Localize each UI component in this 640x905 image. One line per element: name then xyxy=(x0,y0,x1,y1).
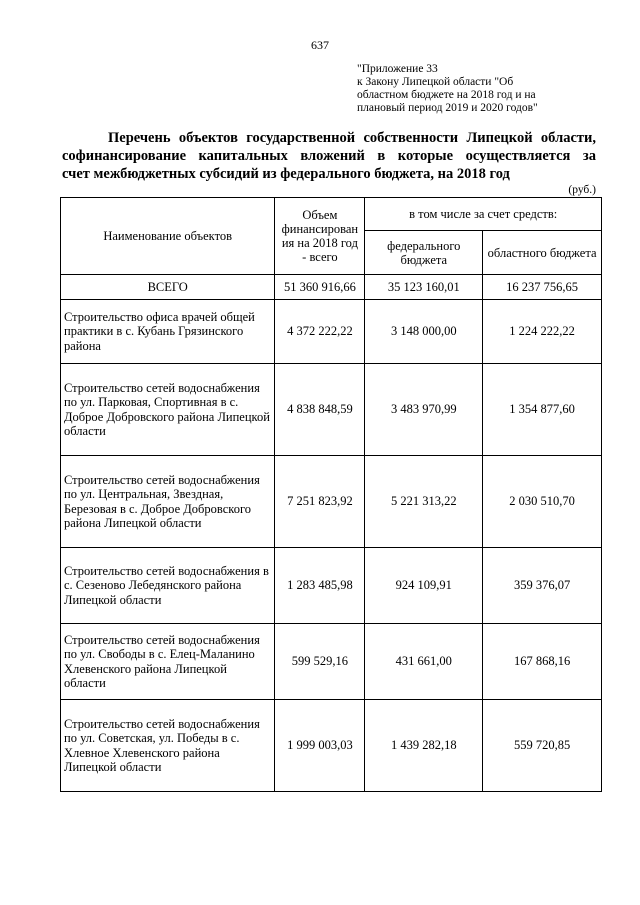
table-row xyxy=(61,456,602,548)
object-federal: 3 148 000,00 xyxy=(365,300,483,364)
object-name: Строительство сетей водоснабжения по ул. Центральная, Звездная, Березовая в с. Доброе Добровского района Липецкой области xyxy=(61,456,275,548)
appendix-note xyxy=(357,63,607,115)
appendix-line: к Закону Липецкой области "Об xyxy=(357,76,514,88)
object-regional: 167 868,16 xyxy=(483,624,602,700)
document-title xyxy=(62,129,596,183)
object-name: Строительство сетей водоснабжения по ул. Парковая, Спортивная в с. Доброе Добровского района Липецкой области xyxy=(61,364,275,456)
appendix-line: "Приложение 33 xyxy=(357,63,438,75)
object-federal: 1 439 282,18 xyxy=(365,700,483,792)
table-row xyxy=(61,364,602,456)
title-line: Перечень объектов государственной собственности Липецкой области, xyxy=(108,130,596,146)
header-regional: областного бюджета xyxy=(483,231,602,275)
total-regional: 16 237 756,65 xyxy=(483,275,602,300)
page-number: 637 xyxy=(311,38,329,52)
object-federal: 5 221 313,22 xyxy=(365,456,483,548)
header-total: Объем финансирован ия на 2018 год - всего xyxy=(275,198,365,275)
object-regional: 1 354 877,60 xyxy=(483,364,602,456)
object-regional: 359 376,07 xyxy=(483,548,602,624)
table-row xyxy=(61,624,602,700)
object-regional: 1 224 222,22 xyxy=(483,300,602,364)
total-federal: 35 123 160,01 xyxy=(365,275,483,300)
object-total: 599 529,16 xyxy=(275,624,365,700)
title-line: счет межбюджетных субсидий из федерального бюджета, на 2018 год xyxy=(62,166,510,182)
object-name: Строительство сетей водоснабжения в с. Сезеново Лебедянского района Липецкой области xyxy=(61,548,275,624)
header-federal: федерального бюджета xyxy=(365,231,483,275)
object-total: 1 999 003,03 xyxy=(275,700,365,792)
object-name: Строительство офиса врачей общей практики в с. Кубань Грязинского района xyxy=(61,300,275,364)
object-federal: 3 483 970,99 xyxy=(365,364,483,456)
total-sum: 51 360 916,66 xyxy=(275,275,365,300)
object-total: 4 838 848,59 xyxy=(275,364,365,456)
appendix-line: областном бюджете на 2018 год и на xyxy=(357,89,536,101)
header-including: в том числе за счет средств: xyxy=(365,198,602,231)
object-regional: 2 030 510,70 xyxy=(483,456,602,548)
object-total: 7 251 823,92 xyxy=(275,456,365,548)
total-label: ВСЕГО xyxy=(61,275,275,300)
object-federal: 924 109,91 xyxy=(365,548,483,624)
header-name: Наименование объектов xyxy=(61,198,275,275)
title-line: софинансирование капитальных вложений в которые осуществляется за xyxy=(62,148,596,164)
object-federal: 431 661,00 xyxy=(365,624,483,700)
currency-unit: (руб.) xyxy=(568,184,596,196)
object-name: Строительство сетей водоснабжения по ул. Советская, ул. Победы в с. Хлевное Хлевенского района Липецкой области xyxy=(61,700,275,792)
total-row xyxy=(61,275,602,300)
table-row xyxy=(61,300,602,364)
table-row xyxy=(61,548,602,624)
object-name: Строительство сетей водоснабжения по ул. Свободы в с. Елец-Маланино Хлевенского района Липецкой области xyxy=(61,624,275,700)
objects-table xyxy=(60,197,602,792)
appendix-line: плановый период 2019 и 2020 годов" xyxy=(357,102,538,114)
object-total: 1 283 485,98 xyxy=(275,548,365,624)
object-total: 4 372 222,22 xyxy=(275,300,365,364)
object-regional: 559 720,85 xyxy=(483,700,602,792)
table-row xyxy=(61,700,602,792)
